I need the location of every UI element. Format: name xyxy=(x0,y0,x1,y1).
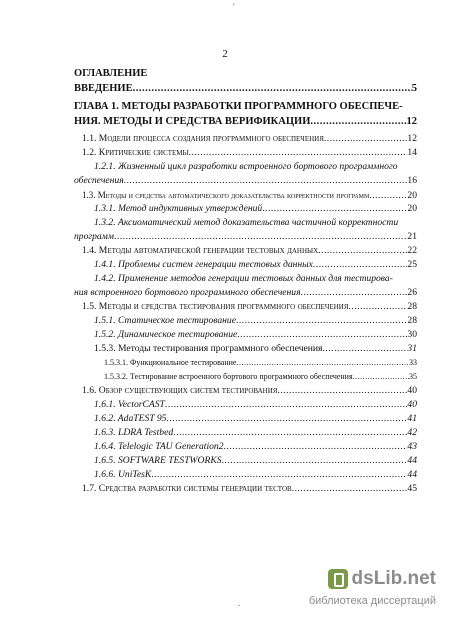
toc-entry-1-3[interactable] xyxy=(74,188,417,202)
toc-entry-1-6-4[interactable] xyxy=(74,440,417,454)
scan-mark-top: ' xyxy=(233,2,235,12)
toc-entry-page: 44 xyxy=(407,455,417,466)
toc-entry-text: 1.2. Критические системы xyxy=(82,147,189,158)
toc-entry-1-5-2[interactable] xyxy=(74,328,417,342)
toc-entry-page: 26 xyxy=(407,287,417,298)
toc-entry-page: 35 xyxy=(409,372,417,381)
dslib-watermark xyxy=(266,568,436,607)
watermark-name: dsLib.net xyxy=(351,568,436,589)
toc-entry-chapter-1[interactable] xyxy=(74,99,417,129)
toc-entry-text: программ xyxy=(74,231,114,242)
toc-entry-1-5[interactable] xyxy=(74,300,417,314)
toc-entry-text: 1.6.5. SOFTWARE TESTWORKS xyxy=(94,455,222,466)
toc-entry-text: 1.6. Обзор существующих систем тестирования xyxy=(82,385,278,396)
toc-entry-1-4-2[interactable] xyxy=(74,272,417,300)
toc-entry-page: 16 xyxy=(407,175,417,186)
toc-entry-text: 1.5.3.1. Функциональное тестирование xyxy=(104,358,237,367)
toc-entry-text: 1.3.1. Метод индуктивных утверждений xyxy=(94,203,263,214)
toc-entry-1-6[interactable] xyxy=(74,384,417,398)
toc-entry-text: 1.4.1. Проблемы систем генерации тестовых данных xyxy=(94,259,313,270)
page-number: 2 xyxy=(222,48,228,60)
dslib-logo xyxy=(328,568,436,590)
scan-mark-bottom: . xyxy=(238,598,241,608)
toc-entry-text: ния встроенного бортового программного обеспечения xyxy=(74,287,301,298)
toc-entry-1-4-1[interactable] xyxy=(74,258,417,272)
toc-entry-1-6-6[interactable] xyxy=(74,468,417,482)
toc-entry-text: 1.7. Средства разработки системы генерации тестов xyxy=(82,483,292,494)
toc-entry-text-line1: 1.4.2. Применение методов генерации тестовых данных для тестирова- xyxy=(94,273,393,284)
toc-entry-page: 21 xyxy=(407,231,417,242)
toc-entry-page: 40 xyxy=(407,399,417,410)
toc-entry-text: 1.5.3. Методы тестирования программного обеспечения xyxy=(94,343,323,354)
toc-entry-text: 1.4. Методы автоматической генерации тестовых данных xyxy=(82,245,319,256)
toc-entry-page: 14 xyxy=(407,147,417,158)
toc-entry-page: 20 xyxy=(407,203,417,214)
toc-entry-page: 12 xyxy=(406,116,417,127)
toc-entry-text: 1.1. Модели процесса создания программного обеспечения xyxy=(82,133,324,144)
toc-entry-introduction[interactable] xyxy=(74,81,417,96)
toc-entry-page: 5 xyxy=(411,83,417,94)
toc-entry-page: 41 xyxy=(407,413,417,424)
toc-entry-page: 44 xyxy=(407,469,417,480)
toc-entry-text: 1.5.1. Статическое тестирование xyxy=(94,315,236,326)
toc-entry-page: 25 xyxy=(407,259,417,270)
toc-entry-text: 1.6.4. Telelogic TAU Generation2 xyxy=(94,441,224,452)
toc-entry-1-5-3-1[interactable] xyxy=(74,356,417,370)
toc-entry-1-1[interactable] xyxy=(74,132,417,146)
toc-entry-1-4[interactable] xyxy=(74,244,417,258)
toc-entry-page: 30 xyxy=(407,329,417,340)
toc-entry-1-6-3[interactable] xyxy=(74,426,417,440)
toc-entry-1-5-1[interactable] xyxy=(74,314,417,328)
toc-entry-text: 1.5.2. Динамическое тестирование xyxy=(94,329,238,340)
book-icon xyxy=(328,569,348,589)
toc-title: ОГЛАВЛЕНИЕ xyxy=(74,68,148,79)
toc-entry-page: 20 xyxy=(407,190,417,201)
toc-entry-text: 1.6.6. UniTesK xyxy=(94,469,152,480)
toc-entry-text: 1.5. Методы и средства тестирования программного обеспечения xyxy=(82,301,349,312)
toc-entry-page: 28 xyxy=(407,301,417,312)
toc-entry-text-line1: ГЛАВА 1. МЕТОДЫ РАЗРАБОТКИ ПРОГРАММНОГО ОБЕСПЕЧЕ- xyxy=(74,101,403,112)
toc-entry-page: 31 xyxy=(407,343,417,354)
toc-entry-1-5-3[interactable] xyxy=(74,342,417,356)
toc-entry-page: 22 xyxy=(407,245,417,256)
toc-entry-1-6-2[interactable] xyxy=(74,412,417,426)
toc-entry-page: 12 xyxy=(407,133,417,144)
table-of-contents xyxy=(74,66,417,496)
toc-entry-text: НИЯ. МЕТОДЫ И СРЕДСТВА ВЕРИФИКАЦИИ xyxy=(74,116,311,127)
toc-entry-text-line1: 1.2.1. Жизненный цикл разработки встроенного бортового программного xyxy=(94,161,398,172)
toc-entry-1-7[interactable] xyxy=(74,482,417,496)
toc-entry-1-6-5[interactable] xyxy=(74,454,417,468)
toc-entry-1-2[interactable] xyxy=(74,146,417,160)
toc-entry-page: 42 xyxy=(407,427,417,438)
toc-entry-page: 33 xyxy=(409,358,417,367)
toc-entry-1-2-1[interactable] xyxy=(74,160,417,188)
toc-entry-text: 1.3. Методы и средства автоматического доказательства корректности программ xyxy=(82,190,370,200)
toc-entry-page: 28 xyxy=(407,315,417,326)
toc-entry-page: 43 xyxy=(407,441,417,452)
toc-entry-page: 45 xyxy=(407,483,417,494)
toc-entry-text: 1.5.3.2. Тестирование встроенного бортового программного обеспечения xyxy=(104,372,353,381)
watermark-subtitle: библиотека диссертаций xyxy=(308,595,436,607)
toc-entry-text: ВВЕДЕНИЕ xyxy=(74,83,133,94)
toc-entry-1-3-1[interactable] xyxy=(74,202,417,216)
toc-entry-text: 1.6.3. LDRA Testbed xyxy=(94,427,174,438)
toc-entry-1-5-3-2[interactable] xyxy=(74,370,417,384)
toc-entry-1-6-1[interactable] xyxy=(74,398,417,412)
toc-entry-text: 1.6.1. VectorCAST xyxy=(94,399,165,410)
toc-entry-1-3-2[interactable] xyxy=(74,216,417,244)
toc-entry-text: 1.6.2. AdaTEST 95 xyxy=(94,413,167,424)
toc-entry-page: 40 xyxy=(407,385,417,396)
toc-entry-text: обеспечения xyxy=(74,175,124,186)
toc-entry-text-line1: 1.3.2. Аксиоматический метод доказательства частичной корректности xyxy=(94,217,399,228)
